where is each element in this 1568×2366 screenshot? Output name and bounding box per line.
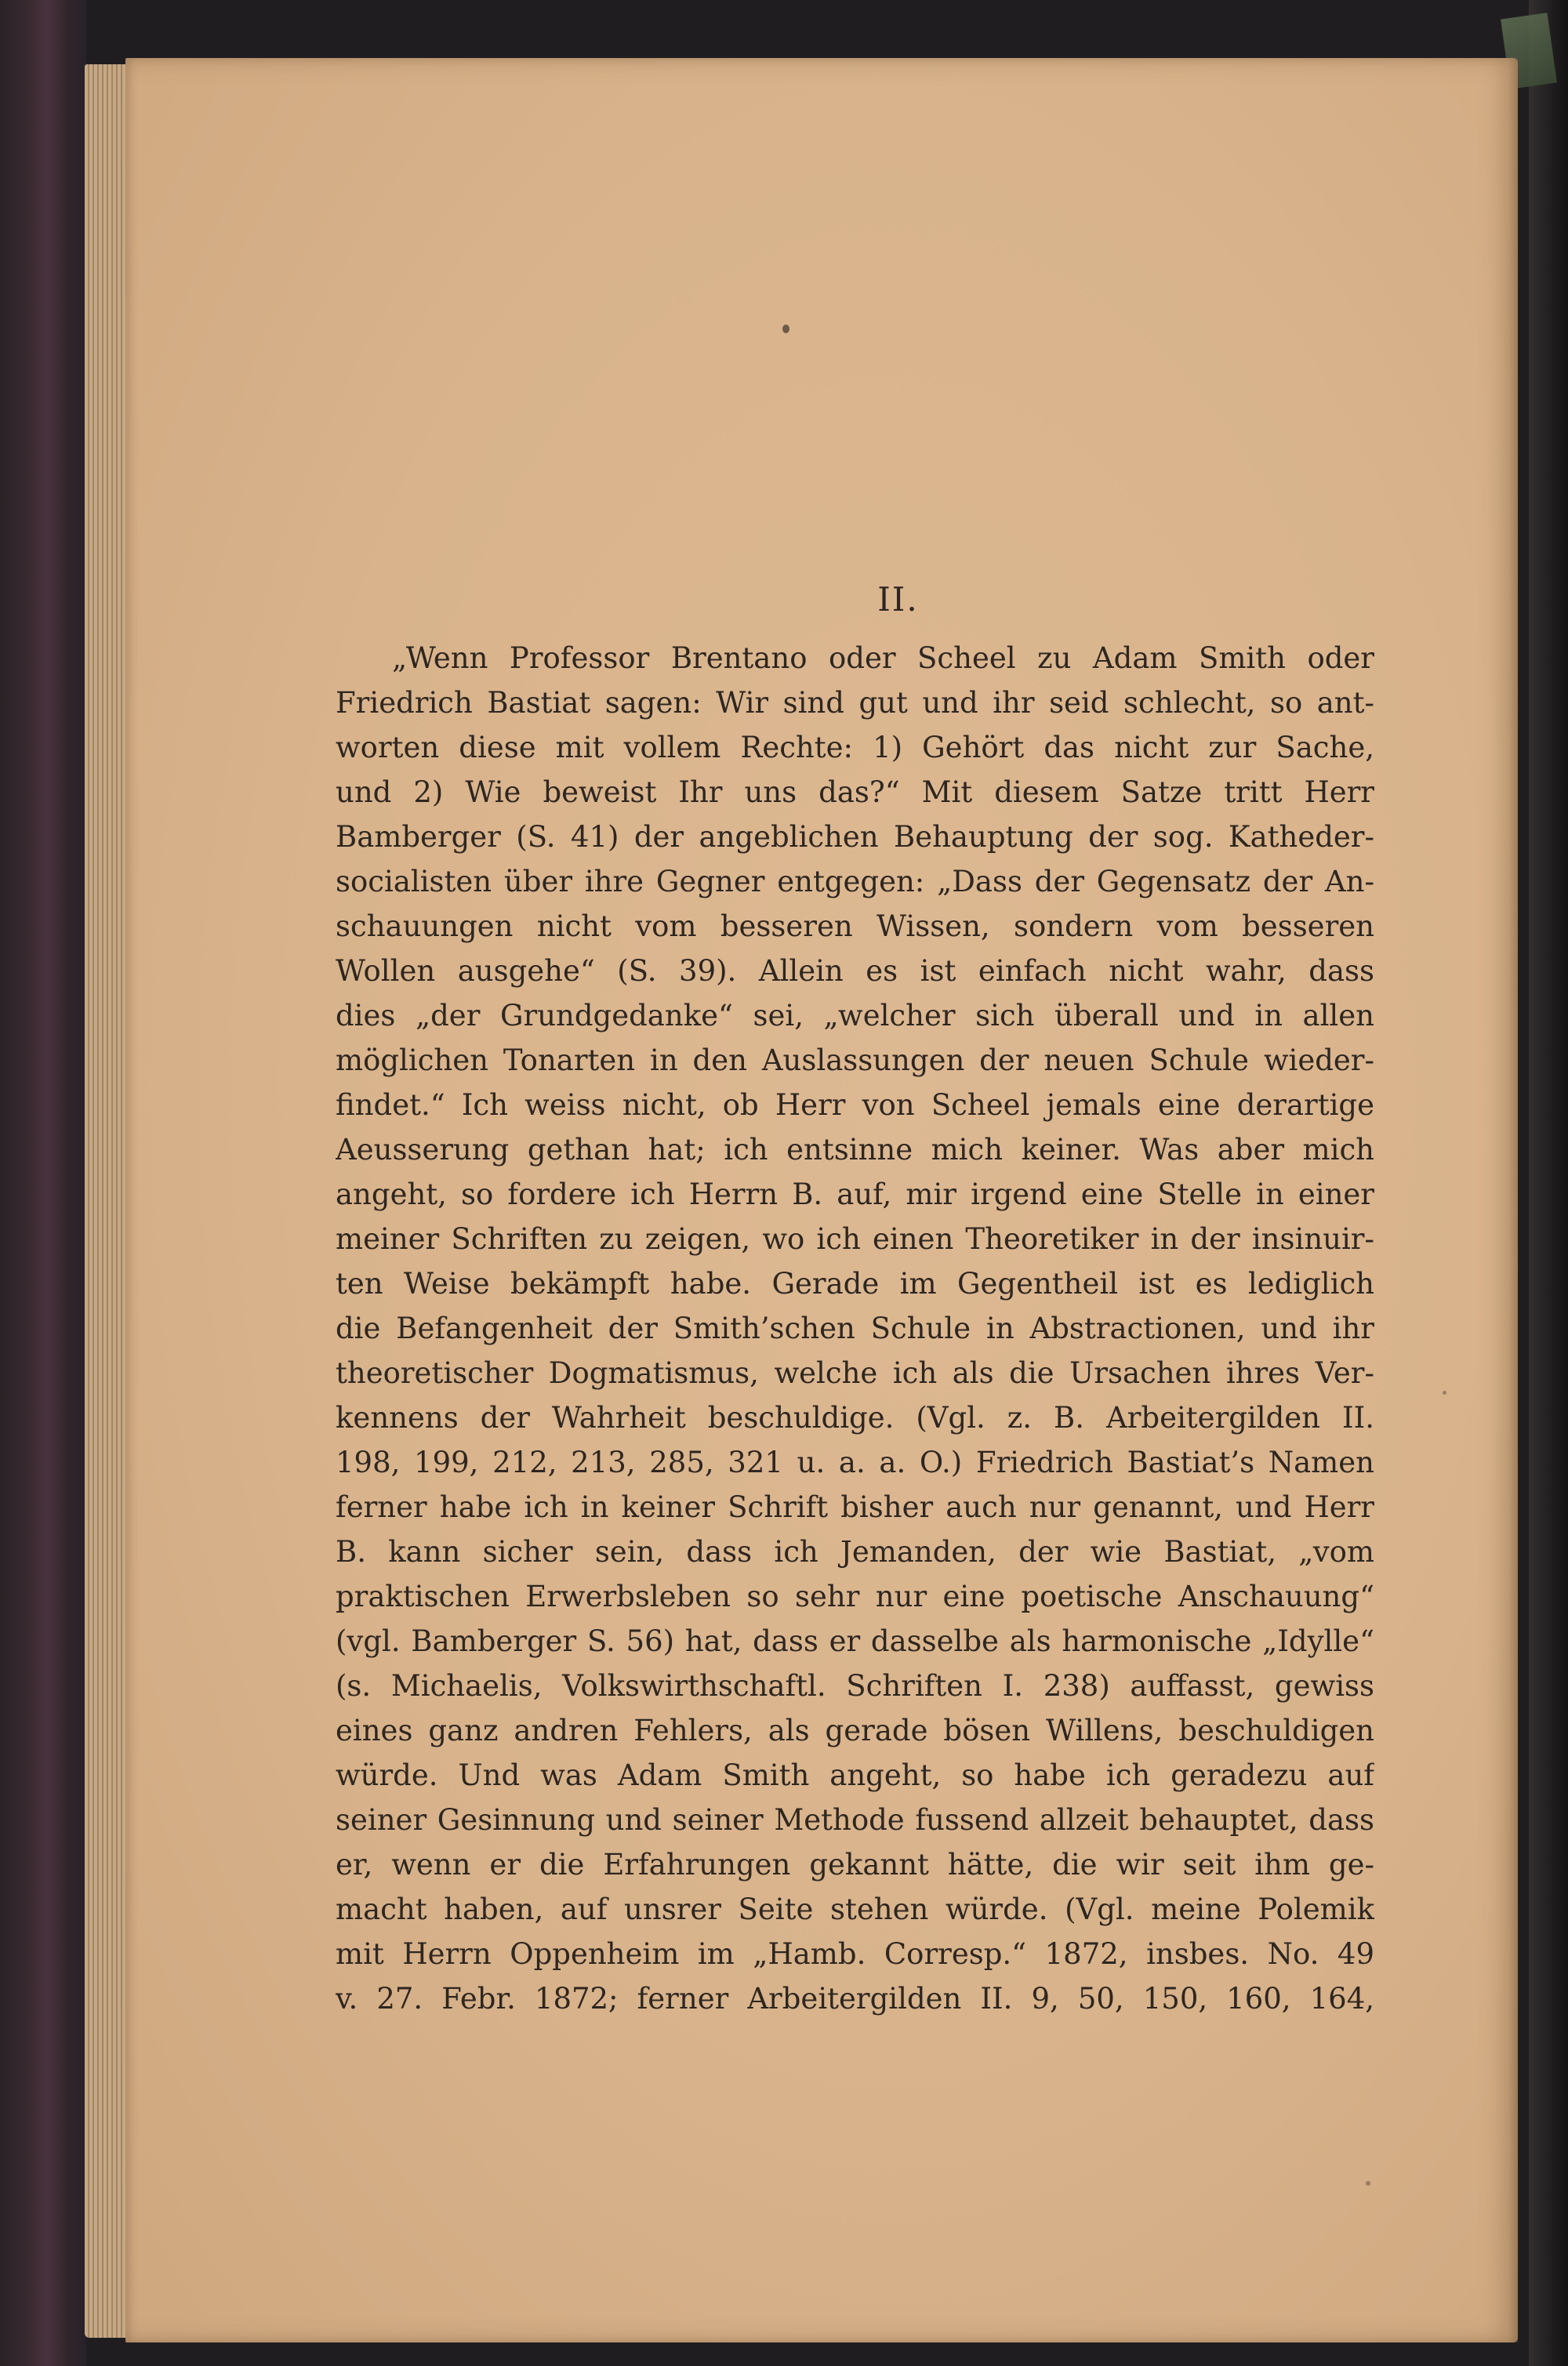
paragraph <box>336 636 1374 2021</box>
text-line: v. 27. Febr. 1872; ferner Arbeitergilden II. 9, 50, 150, 160, 164, <box>336 1982 1374 2016</box>
text-line: kennens der Wahrheit beschuldige. (Vgl. z. B. Arbeitergilden II. <box>336 1401 1374 1435</box>
text-line: ten Weise bekämpft habe. Gerade im Gegentheil ist es lediglich <box>336 1267 1374 1301</box>
text-line: und 2) Wie beweist Ihr uns das?“ Mit diesem Satze tritt Herr <box>336 775 1374 809</box>
text-line: schauungen nicht vom besseren Wissen, sondern vom besseren <box>336 909 1374 943</box>
text-line: er, wenn er die Erfahrungen gekannt hätte, die wir seit ihm ge- <box>336 1848 1374 1882</box>
paper-speck <box>1366 2181 1370 2186</box>
left-cover-edge <box>0 0 86 2366</box>
page-gutter-shadow <box>1508 58 1518 2342</box>
text-line: dies „der Grundgedanke“ sei, „welcher sich überall und in allen <box>336 999 1374 1032</box>
text-line: Friedrich Bastiat sagen: Wir sind gut und ihr seid schlecht, so ant- <box>336 686 1374 720</box>
text-line: eines ganz andren Fehlers, als gerade bösen Willens, beschuldigen <box>336 1714 1374 1747</box>
text-line: 198, 199, 212, 213, 285, 321 u. a. a. O.) Friedrich Bastiat’s Namen <box>336 1446 1374 1479</box>
text-line: mit Herrn Oppenheim im „Hamb. Corresp.“ 1872, insbes. No. 49 <box>336 1937 1374 1971</box>
text-line: Aeusserung gethan hat; ich entsinne mich keiner. Was aber mich <box>336 1133 1374 1167</box>
text-line: die Befangenheit der Smith’schen Schule in Abstractionen, und ihr <box>336 1312 1374 1345</box>
page-text <box>336 580 1374 2021</box>
text-line: Bamberger (S. 41) der angeblichen Behauptung der sog. Katheder- <box>336 820 1374 854</box>
text-line: findet.“ Ich weiss nicht, ob Herr von Scheel jemals eine derartige <box>336 1088 1374 1122</box>
paper-speck <box>1443 1391 1446 1395</box>
section-heading: II. <box>877 580 919 619</box>
text-line: angeht, so fordere ich Herrn B. auf, mir irgend eine Stelle in einer <box>336 1178 1374 1211</box>
text-line: B. kann sicher sein, dass ich Jemanden, der wie Bastiat, „vom <box>336 1535 1374 1569</box>
text-line: worten diese mit vollem Rechte: 1) Gehört das nicht zur Sache, <box>336 731 1374 764</box>
text-line: meiner Schriften zu zeigen, wo ich einen Theoretiker in der insinuir- <box>336 1222 1374 1256</box>
text-line: möglichen Tonarten in den Auslassungen der neuen Schule wieder- <box>336 1043 1374 1077</box>
text-line: (s. Michaelis, Volkswirthschaftl. Schriften I. 238) auffasst, gewiss <box>336 1669 1374 1703</box>
paper-speck <box>782 325 789 333</box>
text-line: macht haben, auf unsrer Seite stehen würde. (Vgl. meine Polemik <box>336 1892 1374 1926</box>
right-cover-edge <box>1529 0 1568 2366</box>
text-line: praktischen Erwerbsleben so sehr nur eine poetische Anschauung“ <box>336 1580 1374 1613</box>
text-line: würde. Und was Adam Smith angeht, so habe ich geradezu auf <box>336 1758 1374 1792</box>
text-line: (vgl. Bamberger S. 56) hat, dass er dasselbe als harmonische „Idylle“ <box>336 1624 1374 1658</box>
text-line: seiner Gesinnung und seiner Methode fussend allzeit behauptet, dass <box>336 1803 1374 1837</box>
text-line: ferner habe ich in keiner Schrift bisher auch nur genannt, und Herr <box>336 1490 1374 1524</box>
text-line: Wollen ausgehe“ (S. 39). Allein es ist einfach nicht wahr, dass <box>336 954 1374 988</box>
text-line: socialisten über ihre Gegner entgegen: „Dass der Gegensatz der An- <box>336 865 1374 898</box>
text-line: „Wenn Professor Brentano oder Scheel zu Adam Smith oder <box>392 641 1374 675</box>
text-line: theoretischer Dogmatismus, welche ich als die Ursachen ihres Ver- <box>336 1356 1374 1390</box>
